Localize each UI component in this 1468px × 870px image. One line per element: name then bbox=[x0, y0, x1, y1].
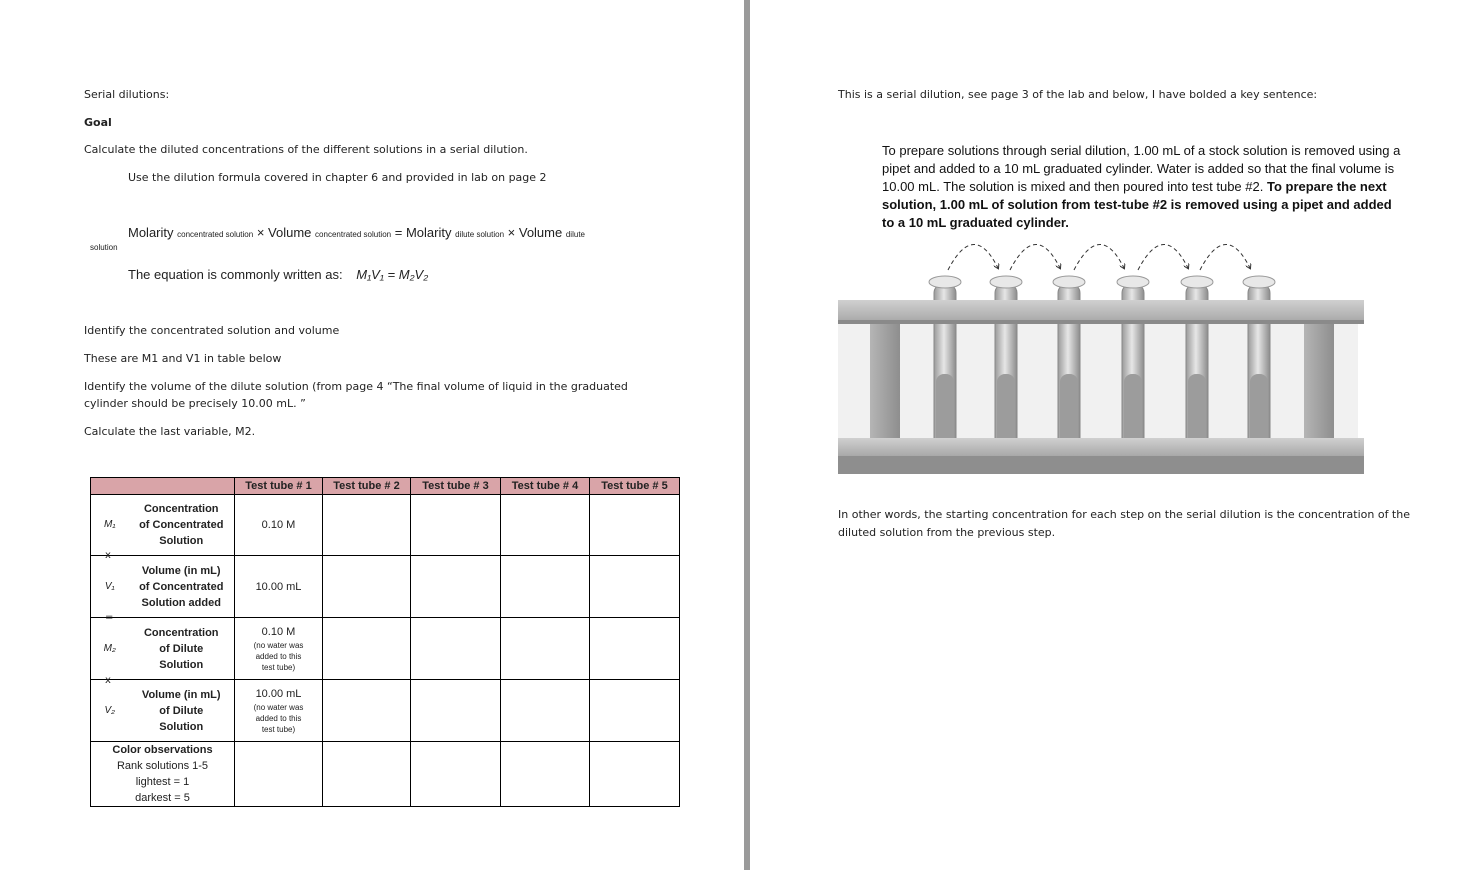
other-words-1: In other words, the starting concentration for each step on the serial dilution is the concentration of the bbox=[838, 508, 1410, 521]
callout-bold-text: To prepare the next solution, 1.00 mL of solution from test-tube #2 is removed using a pipet and added to a 10 mL graduated cylinder. bbox=[882, 179, 1392, 230]
header-tube-5: Test tube # 5 bbox=[590, 478, 680, 495]
common-form: The equation is commonly written as: M₁V₁ = M₂V₂ bbox=[128, 267, 429, 282]
operator-times-1: x bbox=[105, 550, 111, 561]
goal-label: Goal bbox=[84, 116, 112, 129]
table-header-row bbox=[91, 478, 680, 495]
cell-tube-3[interactable] bbox=[411, 742, 501, 807]
row-label: Concentration of Dilute Solution bbox=[129, 618, 235, 680]
cell-tube-2[interactable] bbox=[323, 556, 411, 618]
heading: Serial dilutions: bbox=[84, 88, 170, 101]
header-tube-4: Test tube # 4 bbox=[501, 478, 590, 495]
row-symbol: M₂ bbox=[91, 618, 129, 680]
cell-tube-1[interactable]: 10.00 mL (no water was added to this test tube) bbox=[235, 680, 323, 742]
transfer-arrow bbox=[1138, 244, 1188, 270]
other-words-2: diluted solution from the previous step. bbox=[838, 526, 1056, 539]
identify-vol-1: Identify the volume of the dilute solution (from page 4 “The final volume of liquid in the graduated bbox=[84, 380, 628, 393]
cell-tube-2[interactable] bbox=[323, 618, 411, 680]
table-row bbox=[91, 742, 680, 807]
operator-equals: = bbox=[105, 612, 114, 623]
cell-tube-4[interactable] bbox=[501, 742, 590, 807]
cell-tube-2[interactable] bbox=[323, 680, 411, 742]
cell-tube-1[interactable]: 0.10 M (no water was added to this test tube) bbox=[235, 618, 323, 680]
right-intro: This is a serial dilution, see page 3 of the lab and below, I have bolded a key sentence: bbox=[838, 88, 1318, 101]
transfer-arrows bbox=[948, 244, 1250, 270]
color-observations-label: Color observations Rank solutions 1-5 lightest = 1 darkest = 5 bbox=[91, 742, 235, 807]
identify-vol-2: cylinder should be precisely 10.00 mL. ” bbox=[84, 397, 306, 410]
cell-tube-3[interactable] bbox=[411, 618, 501, 680]
identify-conc: Identify the concentrated solution and volume bbox=[84, 324, 340, 337]
row-symbol: M₁ bbox=[91, 495, 129, 556]
transfer-arrow bbox=[1074, 244, 1124, 270]
cell-tube-4[interactable] bbox=[501, 680, 590, 742]
transfer-arrow bbox=[1010, 244, 1060, 270]
cell-tube-1[interactable]: 0.10 M bbox=[235, 495, 323, 556]
test-tube-rack-illustration bbox=[836, 224, 1396, 476]
cell-tube-1[interactable] bbox=[235, 742, 323, 807]
cell-tube-5[interactable] bbox=[590, 495, 680, 556]
table-row bbox=[91, 618, 680, 680]
table-row bbox=[91, 680, 680, 742]
header-tube-3: Test tube # 3 bbox=[411, 478, 501, 495]
callout-normal-text: To prepare solutions through serial dilution, 1.00 mL of a stock solution is removed using a pipet and added to a 10 mL graduated cylinder. Water is added so that the final volume is 10.00 mL. The solution is mixed and then poured into test tube #2. bbox=[882, 143, 1401, 194]
row-symbol: V₁ bbox=[91, 556, 129, 618]
rack-top-shelf bbox=[838, 300, 1364, 322]
goal-text: Calculate the diluted concentrations of the different solutions in a serial dilution. bbox=[84, 143, 528, 156]
cell-tube-2[interactable] bbox=[323, 495, 411, 556]
header-tube-1: Test tube # 1 bbox=[235, 478, 323, 495]
transfer-arrow bbox=[1200, 244, 1250, 270]
row-label: Concentration of Concentrated Solution bbox=[129, 495, 235, 556]
row-symbol: V₂ bbox=[91, 680, 129, 742]
row-label: Volume (in mL) of Concentrated Solution added bbox=[129, 556, 235, 618]
cell-tube-3[interactable] bbox=[411, 556, 501, 618]
these-are: These are M1 and V1 in table below bbox=[84, 352, 282, 365]
cell-tube-5[interactable] bbox=[590, 618, 680, 680]
table-row bbox=[91, 495, 680, 556]
cell-tube-5[interactable] bbox=[590, 556, 680, 618]
transfer-arrow bbox=[948, 244, 998, 270]
use-formula-text: Use the dilution formula covered in chapter 6 and provided in lab on page 2 bbox=[128, 171, 547, 184]
operator-times-2: x bbox=[105, 675, 111, 686]
cell-tube-5[interactable] bbox=[590, 742, 680, 807]
cell-tube-4[interactable] bbox=[501, 495, 590, 556]
table-row bbox=[91, 556, 680, 618]
header-blank bbox=[91, 478, 235, 495]
calc-last: Calculate the last variable, M2. bbox=[84, 425, 256, 438]
cell-tube-1[interactable]: 10.00 mL bbox=[235, 556, 323, 618]
rack-bottom-shelf bbox=[838, 438, 1364, 456]
cell-tube-4[interactable] bbox=[501, 618, 590, 680]
cell-tube-3[interactable] bbox=[411, 680, 501, 742]
header-tube-2: Test tube # 2 bbox=[323, 478, 411, 495]
cell-tube-5[interactable] bbox=[590, 680, 680, 742]
key-sentence-callout bbox=[882, 142, 1402, 232]
cell-tube-4[interactable] bbox=[501, 556, 590, 618]
row-label: Volume (in mL) of Dilute Solution bbox=[129, 680, 235, 742]
formula-wrap: solution bbox=[90, 243, 118, 252]
dilution-formula: Molarity concentrated solution × Volume concentrated solution = Molarity dilute solution × Volume dilute bbox=[128, 225, 585, 240]
cell-tube-3[interactable] bbox=[411, 495, 501, 556]
cell-tube-2[interactable] bbox=[323, 742, 411, 807]
dilution-table bbox=[90, 477, 680, 807]
